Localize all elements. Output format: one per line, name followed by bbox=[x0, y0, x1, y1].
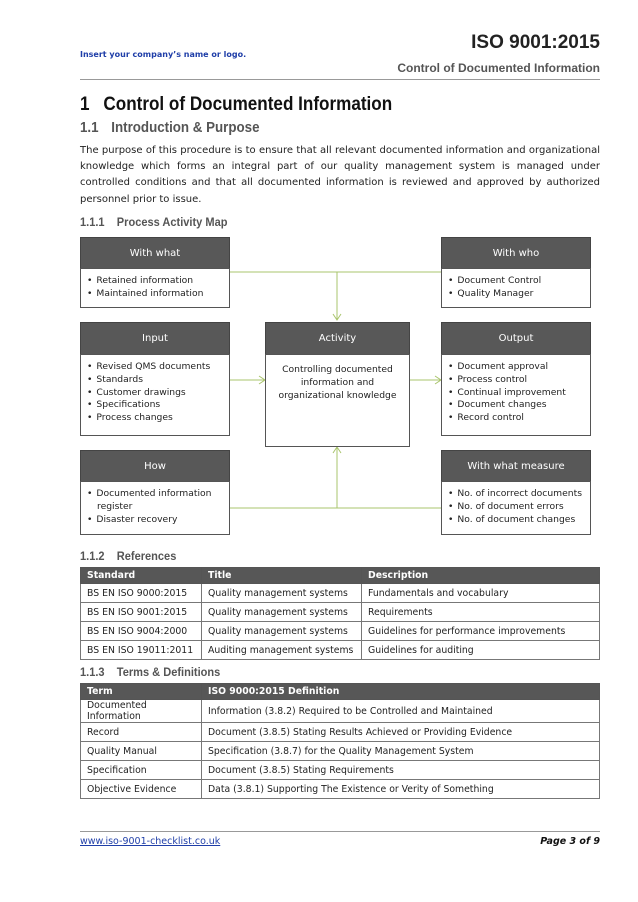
with-what-item: • Maintained information bbox=[87, 288, 229, 301]
references-table bbox=[80, 567, 600, 660]
with-what-box bbox=[80, 268, 230, 308]
table-cell: BS EN ISO 9001:2015 bbox=[81, 603, 202, 622]
table-cell: Auditing management systems bbox=[202, 641, 362, 660]
activity-text-line: Controlling documented bbox=[282, 364, 393, 375]
table-row bbox=[81, 641, 600, 660]
column-header: Description bbox=[362, 568, 600, 584]
input-item: • Customer drawings bbox=[87, 387, 229, 400]
terms-title: Terms & Definitions bbox=[116, 665, 221, 679]
activity-header: Activity bbox=[265, 322, 410, 355]
output-item: • Document changes bbox=[448, 399, 590, 412]
how-item: register bbox=[97, 500, 133, 512]
table-cell: Guidelines for auditing bbox=[362, 641, 600, 660]
table-cell: Quality management systems bbox=[202, 603, 362, 622]
input-item: • Revised QMS documents bbox=[87, 361, 229, 374]
table-header-row bbox=[81, 568, 600, 584]
website-link[interactable]: www.iso-9001-checklist.co.uk bbox=[80, 836, 221, 847]
input-item: • Process changes bbox=[87, 412, 229, 425]
table-cell: BS EN ISO 9000:2015 bbox=[81, 584, 202, 603]
table-row bbox=[81, 603, 600, 622]
input-item: • Standards bbox=[87, 374, 229, 387]
how-header: How bbox=[80, 450, 230, 482]
column-header: Term bbox=[81, 684, 202, 700]
with-who-item: • Quality Manager bbox=[448, 288, 590, 301]
intro-title: Introduction & Purpose bbox=[111, 120, 260, 136]
table-cell: Specification (3.8.7) for the Quality Management System bbox=[202, 742, 600, 761]
table-cell: Requirements bbox=[362, 603, 600, 622]
table-row bbox=[81, 622, 600, 641]
measure-item: • No. of incorrect documents bbox=[448, 488, 590, 501]
document-subtitle: Control of Documented Information bbox=[397, 61, 600, 75]
how-box bbox=[80, 481, 230, 535]
terms-number: 1.1.3 bbox=[80, 665, 105, 679]
references-number: 1.1.2 bbox=[80, 549, 105, 563]
table-cell: Objective Evidence bbox=[81, 780, 202, 799]
output-item: • Process control bbox=[448, 374, 590, 387]
table-cell: Documented Information bbox=[81, 700, 202, 723]
column-header: Title bbox=[202, 568, 362, 584]
table-cell: Document (3.8.5) Stating Results Achieved or Providing Evidence bbox=[202, 723, 600, 742]
table-cell: Record bbox=[81, 723, 202, 742]
table-cell: Information (3.8.2) Required to be Controlled and Maintained bbox=[202, 700, 600, 723]
column-header: ISO 9000:2015 Definition bbox=[202, 684, 600, 700]
company-logo-placeholder: Insert your company’s name or logo. bbox=[80, 50, 247, 59]
table-cell: Quality management systems bbox=[202, 622, 362, 641]
activity-text-line: information and bbox=[300, 377, 375, 388]
table-row bbox=[81, 780, 600, 799]
table-cell: Data (3.8.1) Supporting The Existence or Verity of Something bbox=[202, 780, 600, 799]
table-row bbox=[81, 761, 600, 780]
input-header: Input bbox=[80, 322, 230, 355]
table-cell: Document (3.8.5) Stating Requirements bbox=[202, 761, 600, 780]
table-row bbox=[81, 723, 600, 742]
section-title: Control of Documented Information bbox=[103, 94, 393, 115]
table-header-row bbox=[81, 684, 600, 700]
output-item: • Document approval bbox=[448, 361, 590, 374]
table-cell: BS EN ISO 9004:2000 bbox=[81, 622, 202, 641]
with-who-header: With who bbox=[441, 237, 591, 269]
section-number: 1 bbox=[80, 94, 90, 115]
with-what-item: • Retained information bbox=[87, 275, 229, 288]
output-item: • Continual improvement bbox=[448, 387, 590, 400]
table-cell: Quality management systems bbox=[202, 584, 362, 603]
how-item: • Documented information bbox=[87, 488, 229, 501]
activity-box bbox=[265, 354, 410, 447]
standard-title: ISO 9001:2015 bbox=[471, 32, 600, 53]
process-map-title: Process Activity Map bbox=[116, 215, 228, 229]
measure-item: • No. of document errors bbox=[448, 501, 590, 514]
table-cell: Fundamentals and vocabulary bbox=[362, 584, 600, 603]
page-number: Page 3 of 9 bbox=[540, 836, 600, 847]
terms-heading bbox=[80, 665, 220, 679]
measure-item: • No. of document changes bbox=[448, 514, 590, 527]
with-what-measure-header: With what measure bbox=[441, 450, 591, 482]
input-item: • Specifications bbox=[87, 399, 229, 412]
table-row bbox=[81, 742, 600, 761]
process-map-number: 1.1.1 bbox=[80, 215, 105, 229]
with-who-box bbox=[441, 268, 591, 308]
with-what-measure-box bbox=[441, 481, 591, 535]
how-item: • Disaster recovery bbox=[87, 514, 229, 527]
output-header: Output bbox=[441, 322, 591, 355]
table-row bbox=[81, 584, 600, 603]
table-row bbox=[81, 700, 600, 723]
output-box bbox=[441, 354, 591, 436]
references-heading bbox=[80, 549, 176, 563]
column-header: Standard bbox=[81, 568, 202, 584]
footer-divider bbox=[80, 831, 600, 832]
output-item: • Record control bbox=[448, 412, 590, 425]
table-cell: Specification bbox=[81, 761, 202, 780]
table-cell: Guidelines for performance improvements bbox=[362, 622, 600, 641]
table-cell: Quality Manual bbox=[81, 742, 202, 761]
with-what-header: With what bbox=[80, 237, 230, 269]
terms-table bbox=[80, 683, 600, 799]
intro-number: 1.1 bbox=[80, 120, 99, 136]
input-box bbox=[80, 354, 230, 436]
activity-text-line: organizational knowledge bbox=[278, 390, 397, 401]
intro-paragraph: The purpose of this procedure is to ensure that all relevant documented information and organizational knowledge which forms an integral part of our quality management system is managed under controlled conditions and that all documented information is reviewed and approved by authorized personnel prior to issue. bbox=[80, 145, 600, 205]
table-cell: BS EN ISO 19011:2011 bbox=[81, 641, 202, 660]
with-who-item: • Document Control bbox=[448, 275, 590, 288]
references-title: References bbox=[116, 549, 177, 563]
